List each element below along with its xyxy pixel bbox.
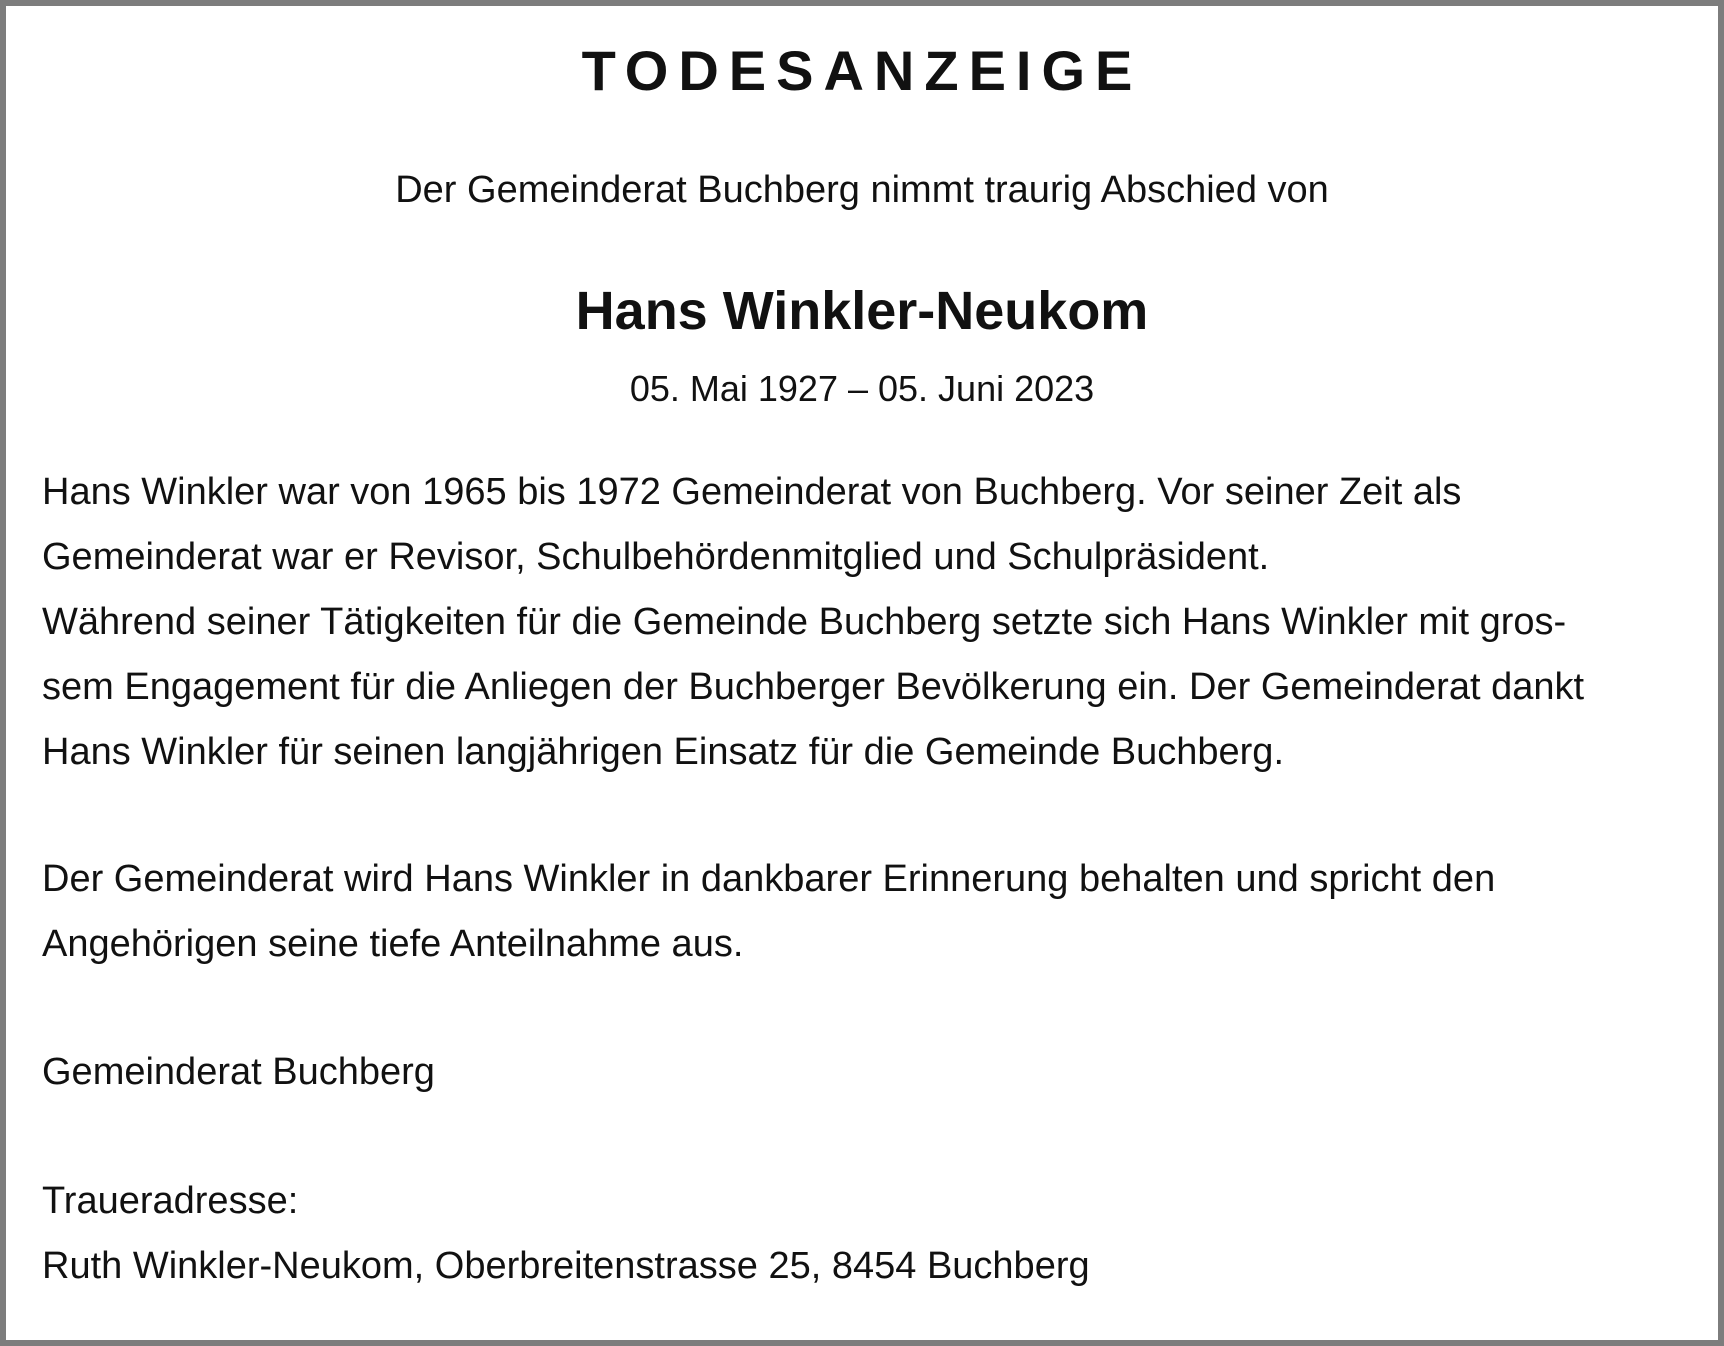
signature-text: Gemeinderat Buchberg	[42, 1051, 435, 1093]
text-line: Angehörigen seine tiefe Anteilnahme aus.	[42, 923, 744, 965]
notice-intro: Der Gemeinderat Buchberg nimmt traurig Abschied von	[395, 169, 1329, 211]
text-line: Hans Winkler war von 1965 bis 1972 Gemeinderat von Buchberg. Vor seiner Zeit als	[42, 471, 1462, 513]
notice-title: TODESANZEIGE	[581, 39, 1143, 102]
signature	[42, 1040, 1702, 1105]
life-dates: 05. Mai 1927 – 05. Juni 2023	[629, 368, 1095, 409]
tribute-paragraph	[42, 460, 1702, 785]
deceased-name: Hans Winkler-Neukom	[575, 281, 1149, 341]
text-line: Der Gemeinderat wird Hans Winkler in dankbarer Erinnerung behalten und spricht den	[42, 858, 1496, 900]
text-line: Gemeinderat war er Revisor, Schulbehördenmitglied und Schulpräsident.	[42, 536, 1270, 578]
text-line: Hans Winkler für seinen langjährigen Einsatz für die Gemeinde Buchberg.	[42, 731, 1284, 773]
condolence-paragraph	[42, 847, 1702, 977]
text-line: Während seiner Tätigkeiten für die Gemeinde Buchberg setzte sich Hans Winkler mit gros-	[42, 601, 1567, 643]
address-text: Ruth Winkler-Neukom, Oberbreitenstrasse 25, 8454 Buchberg	[42, 1245, 1090, 1287]
address-label: Traueradresse:	[42, 1180, 299, 1222]
mourning-address	[42, 1169, 1702, 1299]
text-line: sem Engagement für die Anliegen der Buchberger Bevölkerung ein. Der Gemeinderat dankt	[42, 666, 1585, 708]
